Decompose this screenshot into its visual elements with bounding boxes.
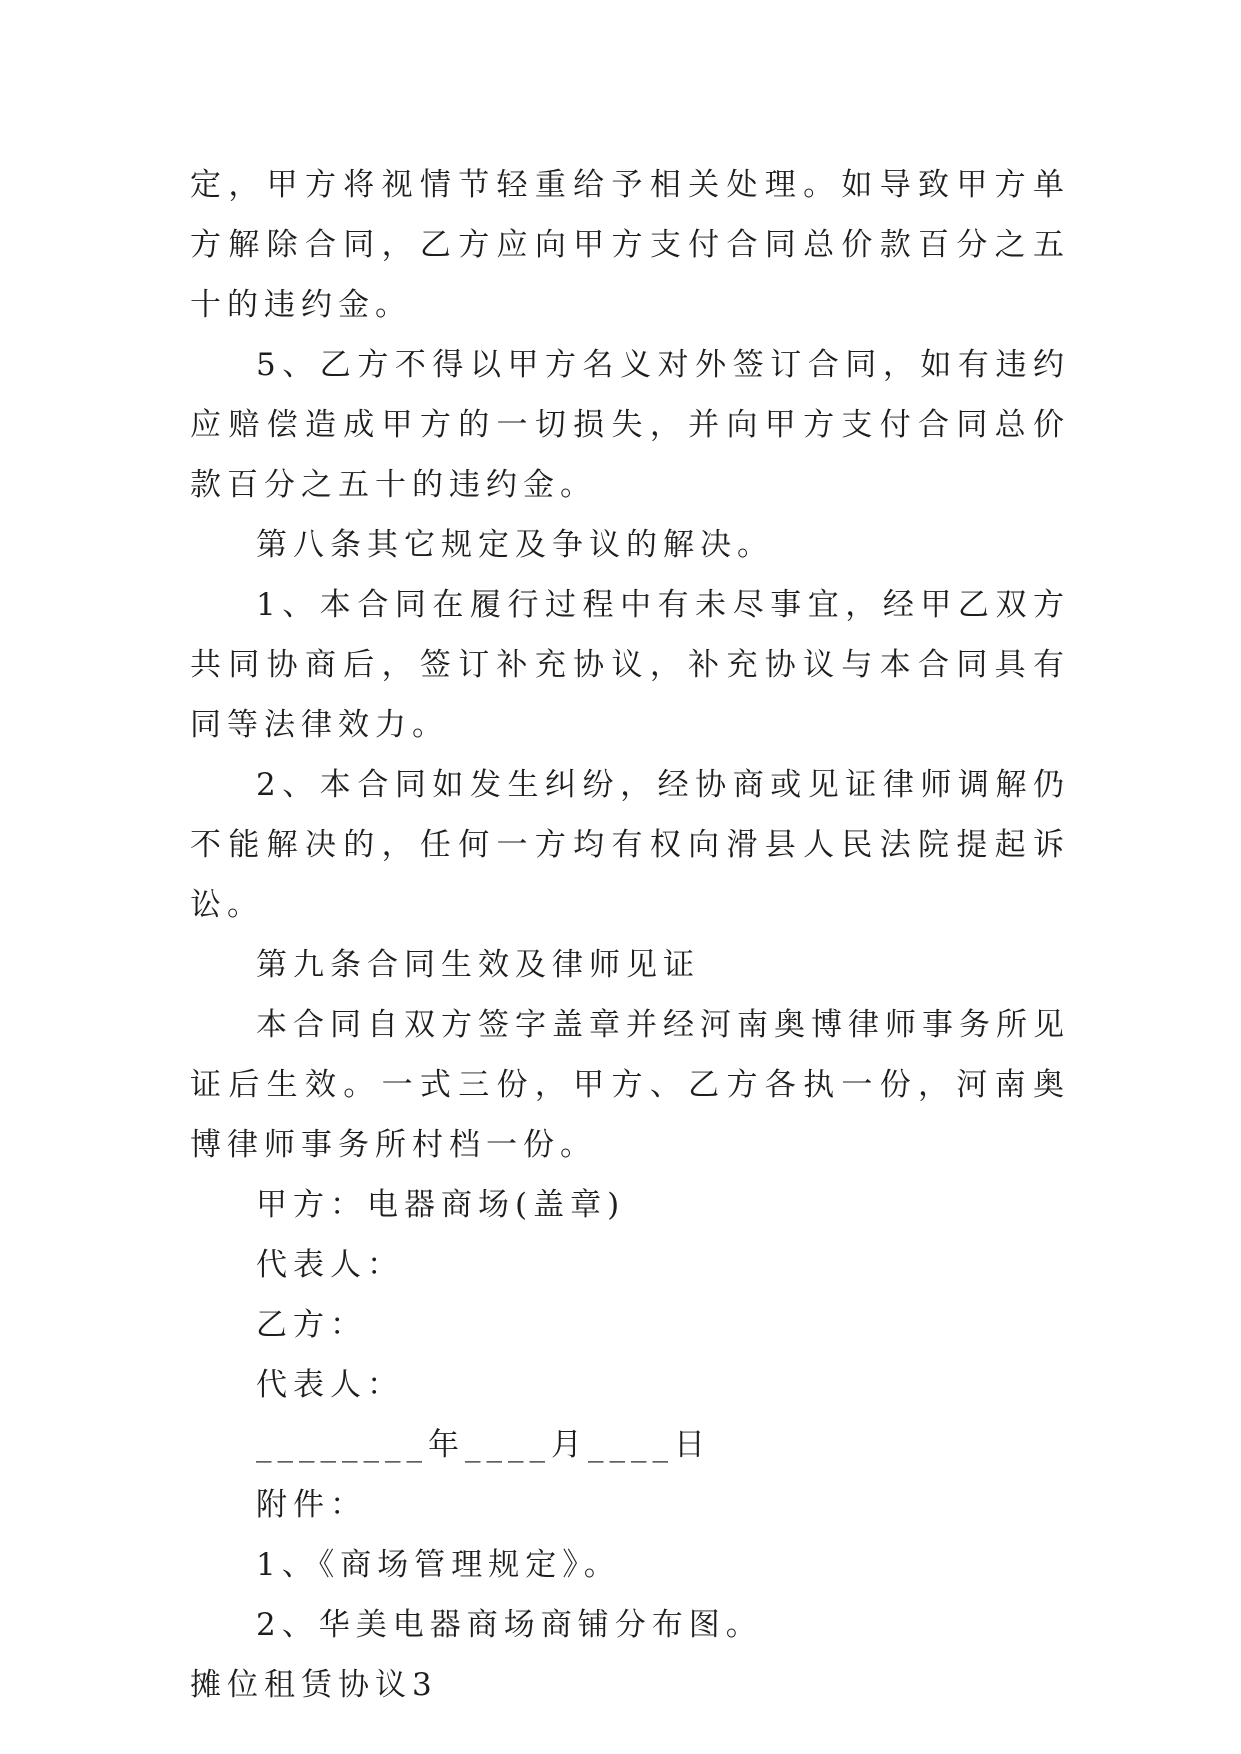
signature-representative-b: 代表人：: [256, 1367, 404, 1403]
attachment-item-1: 1、《商场管理规定》。: [256, 1547, 621, 1583]
signature-party-b: 乙方：: [256, 1307, 367, 1343]
signature-representative-a: 代表人：: [256, 1247, 404, 1283]
document-body: [190, 155, 1070, 1715]
paragraph-penalty-continued: 定，甲方将视情节轻重给予相关处理。如导致甲方单方解除合同，乙方应向甲方支付合同总价款百分之五十的违约金。: [190, 167, 1070, 323]
heading-article-9: 第九条合同生效及律师见证: [256, 947, 700, 983]
paragraph-article-8-item-1: 1、本合同在履行过程中有未尽事宜，经甲乙双方共同协商后，签订补充协议，补充协议与本合同具有同等法律效力。: [190, 587, 1070, 743]
signature-date: ________年____月____日: [256, 1427, 711, 1463]
paragraph-article-9-body: 本合同自双方签字盖章并经河南奥博律师事务所见证后生效。一式三份，甲方、乙方各执一份，河南奥博律师事务所村档一份。: [190, 1007, 1070, 1163]
next-document-title: 摊位租赁协议3: [190, 1667, 438, 1703]
heading-article-8: 第八条其它规定及争议的解决。: [256, 527, 774, 563]
attachment-item-2: 2、华美电器商场商铺分布图。: [256, 1607, 763, 1643]
paragraph-clause-5: 5、乙方不得以甲方名义对外签订合同，如有违约应赔偿造成甲方的一切损失，并向甲方支付合同总价款百分之五十的违约金。: [190, 347, 1070, 503]
paragraph-article-8-item-2: 2、本合同如发生纠纷，经协商或见证律师调解仍不能解决的，任何一方均有权向滑县人民法院提起诉讼。: [190, 767, 1070, 923]
signature-party-a: 甲方：电器商场(盖章): [256, 1187, 626, 1223]
attachments-heading: 附件：: [256, 1487, 367, 1523]
